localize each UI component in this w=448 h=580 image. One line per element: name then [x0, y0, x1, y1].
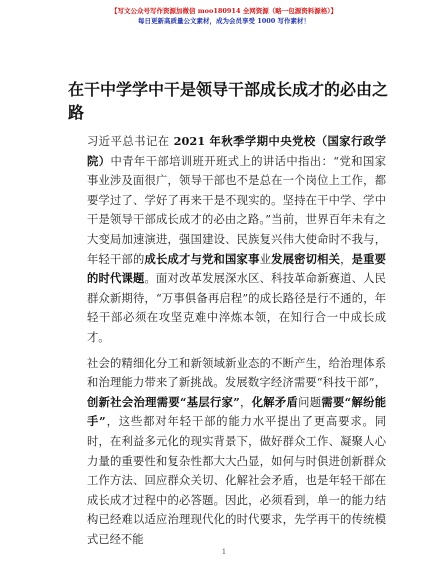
bold-text-segment: 2021 年秋季学期中央党校（国家行政学院）: [87, 134, 386, 168]
text-segment: 业: [259, 252, 272, 266]
bold-text-segment: 成长成才与党和国家事: [144, 251, 260, 266]
text-segment: ，: [340, 252, 352, 266]
bold-text-segment: 需要“解纷能手”: [87, 394, 387, 429]
document-body: [64, 132, 386, 549]
text-segment: 习近平总书记在: [87, 135, 174, 148]
bold-text-segment: 化解矛盾: [251, 394, 299, 409]
promo-banner: [0, 6, 448, 26]
text-segment: 社会的精细化分工和新领域新业态的不断产生，给治理体系和治理能力带来了新挑战。发展数字经济需要“科技干部”，: [87, 356, 386, 390]
paragraph-2: [64, 354, 386, 550]
page-number: 1: [221, 548, 227, 556]
bold-text-segment: 密切相关: [294, 251, 341, 266]
paragraph-1: [64, 132, 386, 348]
bold-text-segment: 创新社会治理需要“基层行家”: [87, 394, 240, 409]
promo-line-1: 【写文公众号写作资源加微信 moo180914 全网资源（略一包源资料源格）】: [111, 7, 337, 15]
text-segment: 中青年干部培训班开班式上的讲话中指出：“党和国家事业涉及面很广，领导干部也不是总在一个岗位上工作，都要学过了、学好了再来干是不现实的。坚持在干中学、学中干是领导干部成长成才的必由之路。”当前，世界百年未有之大变局加速演进，强国建设、民族复兴伟大使命时不我与，年轻干部的: [87, 154, 386, 266]
bold-text-segment: 是重要的时代课题: [87, 251, 386, 286]
text-segment: 问题: [298, 395, 322, 409]
text-segment: 。面对改革发展深水区、科技革命新赛道、人民群众新期待，“万事俱备再启程”的成长路径是行不通的，年轻干部必须在攻坚克难中淬炼本领，在知行合一中成长成才。: [87, 272, 386, 344]
text-segment: ，这些都对年轻干部的能力水平提出了更高要求。同时，在利益多元化的现实背景下，做好群众工作、凝聚人心力量的重要性和复杂性都大大凸显，如何与时俱进创新群众工作方法、回应群众关切、化解社会矛盾，也是年轻干部在成长成才过程中的必答题。因此，必须看到，单一的能力结构已经难以适应治理现代化的时代要求，先学再干的传统模式已经不能: [87, 415, 386, 546]
promo-line-2: 每日更新高质量公文素材，成为会员享受 1000 写作素材！: [137, 17, 311, 25]
text-segment: ，: [239, 395, 252, 409]
document-title: 在干中学学中干是领导干部成长成才的必由之路: [68, 80, 389, 122]
bold-text-segment: 发展: [271, 251, 295, 266]
